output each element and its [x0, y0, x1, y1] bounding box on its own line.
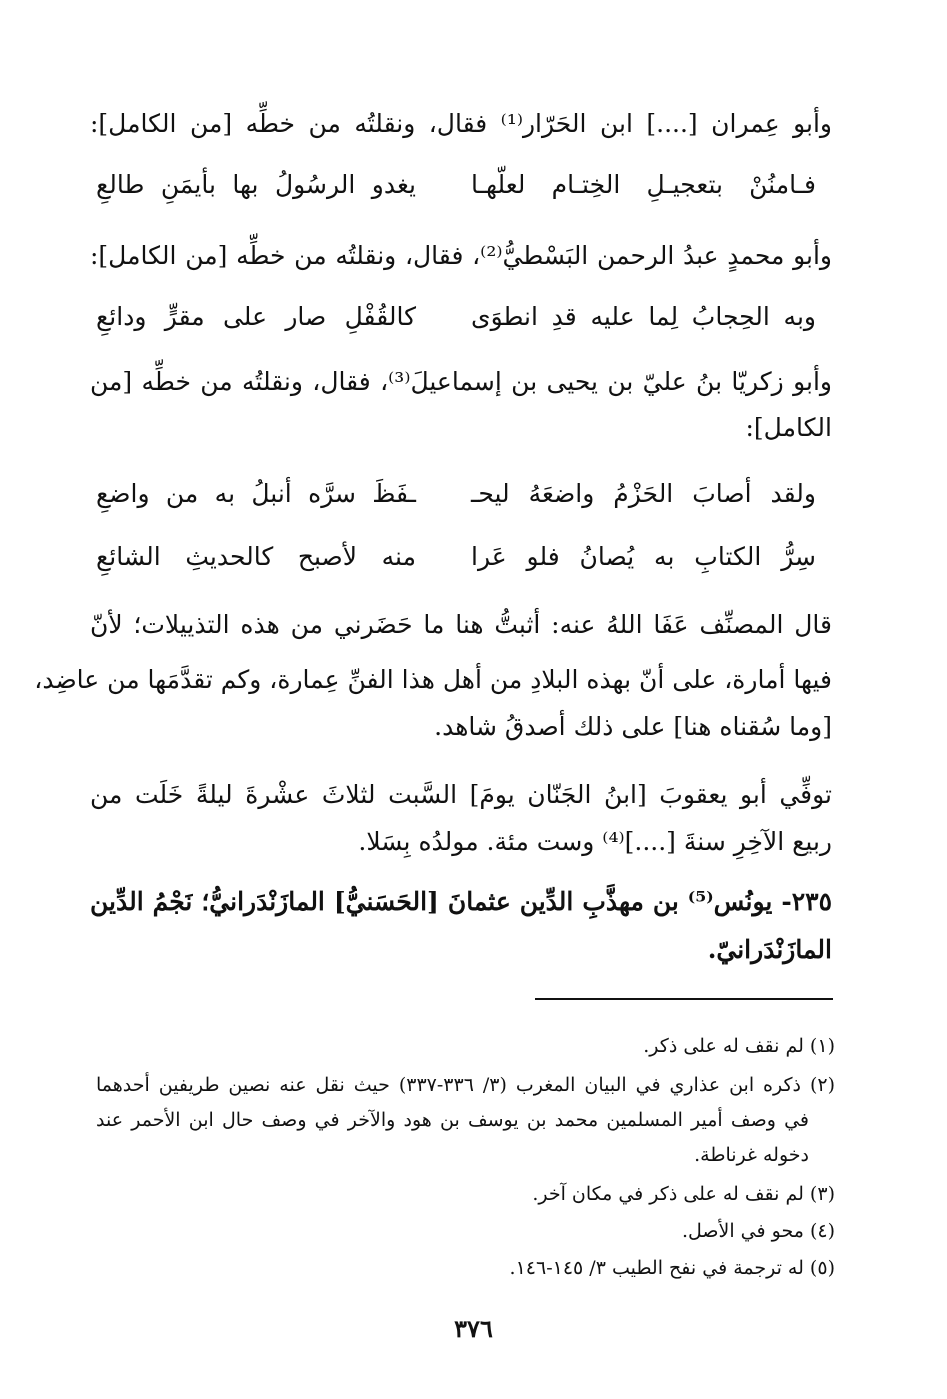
- verse-1-first-hemistich: فـامنُنْ بتعجيـلِ الخِتـام لعلّهـا: [471, 170, 816, 199]
- footnote-1: (١) لم نقف له على ذكر.: [643, 1035, 835, 1057]
- entry-heading-line-2: المازَنْدَرانيّ.: [707, 935, 832, 964]
- verse-3: [96, 472, 816, 516]
- text-line-2: وأبو محمدٍ عبدُ الرحمن البَسْطيُّ⁽²⁾، فقال، ونقلتُه من خطِّه [من الكامل]:: [90, 241, 833, 270]
- verse-2: [96, 295, 816, 339]
- footnote-4: (٤) محو في الأصل.: [681, 1220, 835, 1242]
- text-line-1: وأبو عِمران [....] ابن الحَرّار⁽¹⁾ فقال، ونقلتُه من خطِّه [من الكامل]:: [90, 109, 832, 138]
- text-line-3b: الكامل]:: [745, 413, 832, 442]
- verse-4-first-hemistich: سِرُّ الكتابِ به يُصانُ فلو عَرا: [471, 542, 816, 571]
- footnote-5: (٥) له ترجمة في نفح الطيب ٣/ ١٤٥-١٤٦.: [509, 1257, 835, 1279]
- page-number: ٣٧٦: [454, 1314, 493, 1343]
- verse-1-second-hemistich: يغدو الرسُولُ بها بأيمَنِ طالعِ: [96, 170, 416, 199]
- footnote-2-line-3: دخوله غرناطة.: [694, 1144, 809, 1166]
- paragraph-2-line-1: توفِّي أبو يعقوبَ [ابنُ الجَنّان يومَ] السَّبت لثلاثَ عشْرةَ ليلةً خَلَت من: [90, 780, 832, 809]
- footnote-3: (٣) لم نقف له على ذكر في مكان آخر.: [532, 1183, 835, 1205]
- paragraph-1-line-3: [وما سُقناه هنا] على ذلك أصدقُ شاهد.: [434, 712, 832, 741]
- verse-4-second-hemistich: منه لأصبح كالحديثِ الشائعِ: [96, 542, 416, 571]
- verse-2-second-hemistich: كالقُفْلِ صار على مقرٍّ ودائعِ: [96, 302, 416, 331]
- paragraph-1-line-2: فيها أمارة، على أنّ بهذه البلادِ من أهل هذا الفنِّ عِمارة، وكم تقدَّمَها من عاضِد،: [34, 665, 832, 694]
- text-line-3a: وأبو زكريّا بنُ عليّ بن يحيى بن إسماعيلَ⁽³⁾، فقال، ونقلتُه من خطِّه [من: [90, 367, 832, 396]
- verse-4: [96, 535, 816, 579]
- verse-3-first-hemistich: ولقد أصابَ الحَزْمُ واضعَهُ ليحـ: [471, 479, 816, 508]
- verse-2-first-hemistich: وبه الحِجابُ لِما عليه قدِ انطوَى: [471, 302, 816, 331]
- footnote-2-line-1: (٢) ذكره ابن عذاري في البيان المغرب (٣/ ٣٣٦-٣٣٧) حيث نقل عنه نصين طريفين أحدهما: [96, 1074, 835, 1096]
- verse-1: [96, 163, 816, 207]
- paragraph-1-line-1: قال المصنِّف عَفَا اللهُ عنه: أثبتُّ هنا ما حَضَرني من هذه التذييلات؛ لأنّ: [90, 610, 832, 639]
- footnote-separator: [535, 998, 833, 1000]
- paragraph-2-line-2: ربيع الآخِرِ سنةَ [....]⁽⁴⁾ وست مئة. مولدُه بِسَلا.: [358, 827, 832, 856]
- verse-3-second-hemistich: ـفَظَ سرَّه أنبلُ به من واضعِ: [96, 479, 416, 508]
- footnote-2-line-2: في وصف أمير المسلمين محمد بن يوسف بن هود والآخر في وصف حال ابن الأحمر عند: [96, 1109, 809, 1131]
- entry-heading-line-1: ٢٣٥- يونُس⁽⁵⁾ بن مهذَّبِ الدِّين عثمانَ [الحَسَنيُّ] المازَنْدَرانيُّ؛ نَجْمُ الدِّين: [90, 887, 833, 916]
